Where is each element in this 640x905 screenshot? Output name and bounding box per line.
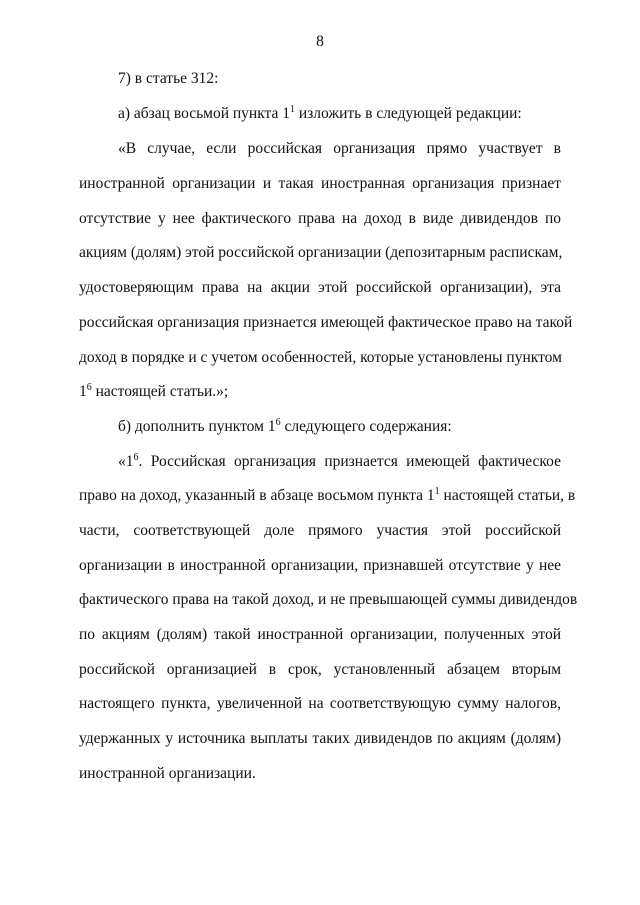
page-number: 8 xyxy=(316,33,324,50)
subparagraph-b-text: б) дополнить пунктом 1 xyxy=(118,418,276,435)
superscript: 6 xyxy=(275,417,281,428)
new-point-line: удержанных у источника выплаты таких дивидендов по акциям (долям) xyxy=(79,730,561,747)
new-point-line: фактического права на такой доход, и не превышающей суммы дивидендов xyxy=(79,591,578,608)
new-point-text: право на доход, указанный в абзаце восьмом пункта $1^1$ настоящей статьи, в xyxy=(79,486,576,504)
article-heading: 7) в статье 312: xyxy=(118,70,219,87)
new-point-line-last: иностранной организации. xyxy=(79,765,256,782)
quote-line: «В случае, если российская организация прямо участвует в xyxy=(118,140,561,157)
new-point-text: «$1^6$. Российская организация признается имеющей фактическое xyxy=(118,452,561,470)
superscript: 1 xyxy=(434,486,440,497)
subparagraph-b xyxy=(118,417,561,437)
new-point-line: по акциям (долям) такой иностранной организации, полученных этой xyxy=(79,626,561,643)
quote-line: отсутствие у нее фактического права на доход в виде дивидендов по xyxy=(79,210,561,227)
new-point-line xyxy=(79,486,576,506)
quote-line: российская организация признается имеющей фактическое право на такой xyxy=(79,314,573,331)
new-point-line: российской организацией в срок, установленный абзацем вторым xyxy=(79,661,561,678)
quote-line: доход в порядке и с учетом особенностей, которые установлены пунктом xyxy=(79,349,562,366)
quote-line: акциям (долям) этой российской организации (депозитарным распискам, xyxy=(79,244,563,261)
new-point-line: организации в иностранной организации, признавшей отсутствие у нее xyxy=(79,557,561,574)
subparagraph-b-text-end: следующего содержания: xyxy=(280,418,452,435)
new-point-line: настоящего пункта, увеличенной на соответствующую сумму налогов, xyxy=(79,695,561,712)
superscript: 1 xyxy=(290,104,296,115)
quote-line: удостоверяющим права на акции этой российской организации), эта xyxy=(79,279,561,296)
quote-line-last xyxy=(79,382,561,402)
new-point-line: части, соответствующей доле прямого участия этой российской xyxy=(79,522,561,539)
subparagraph-a xyxy=(118,104,561,124)
quote-text-end: настоящей статьи.»; xyxy=(91,383,229,400)
subparagraph-a-text: а) абзац восьмой пункта 1 xyxy=(118,105,291,122)
subparagraph-a-text-end: изложить в следующей редакции: xyxy=(295,105,522,122)
superscript: 6 xyxy=(86,382,92,393)
quote-text: 1 xyxy=(79,383,87,400)
quote-line: иностранной организации и такая иностранная организация признает xyxy=(79,175,561,192)
superscript: 6 xyxy=(133,452,139,463)
new-point-line xyxy=(118,452,561,472)
